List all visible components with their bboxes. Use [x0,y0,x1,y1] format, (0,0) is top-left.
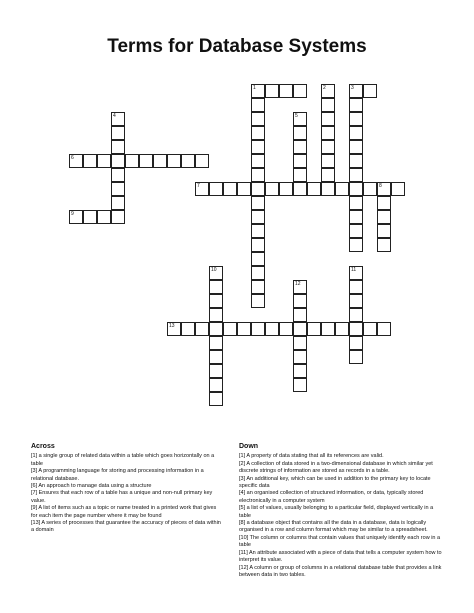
page-title: Terms for Database Systems [107,36,367,57]
down-clue: [5] a list of values, usually belonging to a particular field, displayed vertically in a table [239,505,434,519]
grid-cell[interactable] [251,140,265,154]
grid-cell[interactable] [349,336,363,350]
grid-cell[interactable] [349,168,363,182]
grid-cell[interactable] [335,182,349,196]
grid-cell[interactable] [69,210,83,224]
grid-cell[interactable] [251,98,265,112]
cell-number: 3 [351,85,354,91]
grid-cell[interactable] [307,322,321,336]
across-clue: [1] a single group of related data within a table which goes horizontally on a table [31,453,215,467]
grid-cell[interactable] [181,322,195,336]
grid-cell[interactable] [139,154,153,168]
cell-number: 1 [253,85,256,91]
grid-cell[interactable] [293,322,307,336]
grid-cell[interactable] [223,322,237,336]
down-clues [239,443,444,579]
down-clue: [3] An additional key, which can be used in addition to the primary key to locate specific data [239,475,431,490]
cell-number: 10 [211,267,217,273]
down-heading: Down [239,443,259,450]
across-clue: [7] Ensures that each row of a table has a unique and non-null primary key value. [31,490,213,504]
grid-cell[interactable] [349,280,363,294]
grid-cell[interactable] [251,210,265,224]
grid-cell[interactable] [251,224,265,238]
grid-cell[interactable] [251,294,265,308]
grid-cell[interactable] [349,140,363,154]
grid-cell[interactable] [83,210,97,224]
cell-number: 11 [351,267,357,273]
grid-cell[interactable] [209,280,223,294]
down-clue: [2] A collection of data stored in a two-dimensional database in which similar yet discrete strings of information are stored as records in a table. [239,460,433,475]
grid-cell[interactable] [349,98,363,112]
across-clue: [9] A list of items such as a topic or name treated in a printed work that gives for each item the page number where it may be found [31,505,217,519]
grid-cell[interactable] [363,84,377,98]
grid-cell[interactable] [349,154,363,168]
grid-cell[interactable] [251,154,265,168]
grid-cell[interactable] [279,182,293,196]
grid-cell[interactable] [293,154,307,168]
grid-cell[interactable] [349,308,363,322]
cell-number: 6 [71,155,74,161]
grid-cell[interactable] [251,168,265,182]
grid-cell[interactable] [209,294,223,308]
grid-cell[interactable] [209,364,223,378]
grid-cell[interactable] [251,84,265,98]
grid-cell[interactable] [251,182,265,196]
grid-cell[interactable] [251,322,265,336]
grid-cell[interactable] [321,182,335,196]
grid-cell[interactable] [265,84,279,98]
grid-cell[interactable] [377,322,391,336]
grid-cell[interactable] [349,182,363,196]
grid-cell[interactable] [349,322,363,336]
grid-cell[interactable] [293,336,307,350]
grid-cell[interactable] [125,154,139,168]
grid-cell[interactable] [237,182,251,196]
grid-cell[interactable] [153,154,167,168]
grid-cell[interactable] [209,322,223,336]
grid-cell[interactable] [223,182,237,196]
cell-number: 7 [197,183,200,189]
grid-cell[interactable] [293,364,307,378]
grid-cell[interactable] [293,112,307,126]
grid-cell[interactable] [83,154,97,168]
cell-number: 5 [295,113,298,119]
grid-cell[interactable] [265,182,279,196]
grid-cell[interactable] [377,196,391,210]
grid-cell[interactable] [307,182,321,196]
grid-cell[interactable] [209,308,223,322]
grid-cell[interactable] [293,294,307,308]
grid-cell[interactable] [349,294,363,308]
grid-cell[interactable] [251,238,265,252]
grid-cell[interactable] [349,112,363,126]
grid-cell[interactable] [251,112,265,126]
grid-cell[interactable] [293,168,307,182]
grid-cell[interactable] [321,126,335,140]
cell-number: 4 [113,113,116,119]
grid-cell[interactable] [181,154,195,168]
grid-cell[interactable] [321,112,335,126]
grid-cell[interactable] [293,378,307,392]
across-clues [31,443,221,535]
grid-cell[interactable] [111,112,125,126]
grid-cell[interactable] [237,322,251,336]
grid-cell[interactable] [321,140,335,154]
grid-cell[interactable] [349,238,363,252]
cell-number: 2 [323,85,326,91]
grid-cell[interactable] [251,126,265,140]
grid-cell[interactable] [377,210,391,224]
grid-cell[interactable] [293,280,307,294]
grid-cell[interactable] [97,154,111,168]
grid-cell[interactable] [209,182,223,196]
grid-cell[interactable] [293,308,307,322]
grid-cell[interactable] [209,392,223,406]
grid-cell[interactable] [265,322,279,336]
grid-cell[interactable] [349,210,363,224]
grid-cell[interactable] [111,196,125,210]
grid-cell[interactable] [195,322,209,336]
grid-cell[interactable] [321,322,335,336]
grid-cell[interactable] [97,210,111,224]
grid-cell[interactable] [293,350,307,364]
cell-number: 8 [379,183,382,189]
grid-cell[interactable] [209,266,223,280]
grid-cell[interactable] [195,182,209,196]
grid-cell[interactable] [349,196,363,210]
grid-cell[interactable] [377,182,391,196]
grid-cell[interactable] [349,350,363,364]
grid-cell[interactable] [279,322,293,336]
grid-cell[interactable] [111,126,125,140]
grid-cell[interactable] [209,350,223,364]
grid-cell[interactable] [363,182,377,196]
down-clue: [12] A column or group of columns in a relational database table that provides a link between data in two tables. [239,564,442,578]
grid-cell[interactable] [349,224,363,238]
cell-number: 9 [71,211,74,217]
grid-cell[interactable] [377,224,391,238]
grid-cell[interactable] [349,266,363,280]
grid-cell[interactable] [167,154,181,168]
grid-cell[interactable] [293,84,307,98]
across-heading: Across [31,443,55,450]
grid-cell[interactable] [251,252,265,266]
grid-cell[interactable] [251,280,265,294]
down-clue: [1] A property of data stating that all its references are valid. [239,453,384,460]
down-clue: [4] an organised collection of structured information, or data, typically stored electronically in a computer system [239,490,424,504]
grid-cell[interactable] [293,140,307,154]
grid-cell[interactable] [321,168,335,182]
down-clue: [10] The column or columns that contain values that uniquely identify each row in a table [239,534,441,549]
across-clue: [3] A programming language for storing and processing information in a relational database. [31,468,204,482]
grid-cell[interactable] [279,84,293,98]
grid-cell[interactable] [349,126,363,140]
grid-cell[interactable] [321,98,335,112]
grid-cell[interactable] [377,238,391,252]
grid-cell[interactable] [111,140,125,154]
grid-cell[interactable] [349,84,363,98]
cell-number: 13 [169,323,175,329]
across-clue: [13] A series of processes that guarantee the accuracy of pieces of data within a domain [31,520,221,534]
down-clue: [11] An attribute associated with a piece of data that tells a computer system how to interpret its value. [239,549,442,564]
grid-cell[interactable] [293,126,307,140]
grid-cell[interactable] [251,196,265,210]
grid-cell[interactable] [391,182,405,196]
grid-cell[interactable] [251,266,265,280]
grid-cell[interactable] [293,182,307,196]
grid-cell[interactable] [321,154,335,168]
grid-cell[interactable] [363,322,377,336]
grid-cell[interactable] [209,378,223,392]
grid-cell[interactable] [111,154,125,168]
grid-cell[interactable] [195,154,209,168]
grid-cell[interactable] [321,84,335,98]
grid-cell[interactable] [111,210,125,224]
grid-cell[interactable] [111,168,125,182]
grid-cell[interactable] [111,182,125,196]
grid-cell[interactable] [167,322,181,336]
across-clue: [6] An approach to manage data using a structure [31,483,152,490]
grid-cell[interactable] [335,322,349,336]
grid-cell[interactable] [209,336,223,350]
grid-cell[interactable] [69,154,83,168]
down-clue: [8] a database object that contains all the data in a database, data is logically organised in a row and column format which may be similar to a spreadsheet. [239,520,428,534]
cell-number: 12 [295,281,301,287]
